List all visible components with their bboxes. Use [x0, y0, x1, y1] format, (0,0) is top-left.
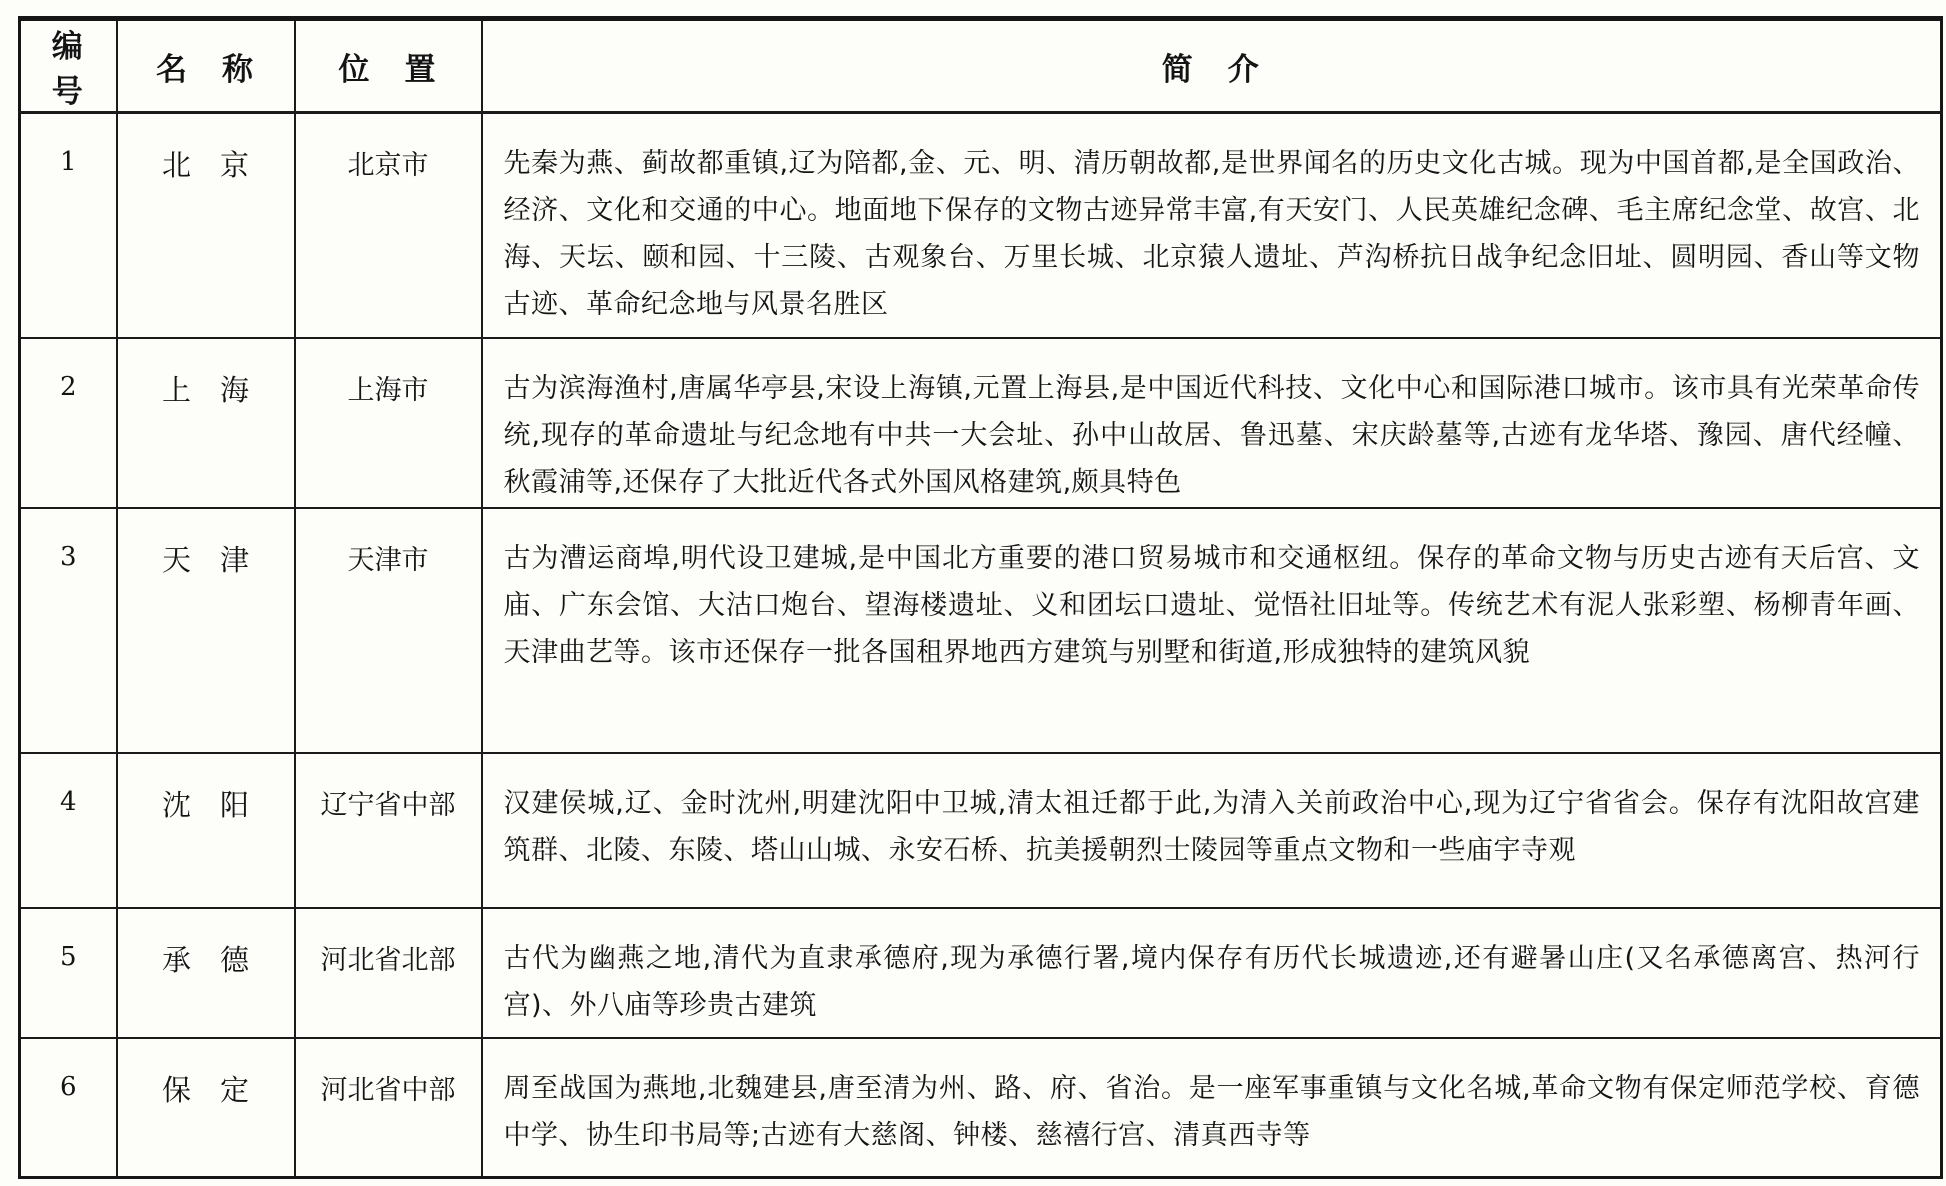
city-intro: 汉建侯城,辽、金时沈州,明建沈阳中卫城,清太祖迁都于此,为清入关前政治中心,现为辽宁省省会。保存有沈阳故宫建筑群、北陵、东陵、塔山山城、永安石桥、抗美援朝烈士陵园等重点文物和一些庙宇寺观: [482, 753, 1942, 908]
city-name: 上 海: [117, 338, 295, 508]
city-name: 天 津: [117, 508, 295, 753]
city-name: 沈 阳: [117, 753, 295, 908]
table-row: [20, 508, 1942, 753]
table-row: [20, 908, 1942, 1038]
historic-cities-table: [18, 16, 1943, 1179]
city-intro: 古为漕运商埠,明代设卫建城,是中国北方重要的港口贸易城市和交通枢纽。保存的革命文物与历史古迹有天后宫、文庙、广东会馆、大沽口炮台、望海楼遗址、义和团坛口遗址、觉悟社旧址等。传统艺术有泥人张彩塑、杨柳青年画、天津曲艺等。该市还保存一批各国租界地西方建筑与别墅和街道,形成独特的建筑风貌: [482, 508, 1942, 753]
col-header-intro: 简 介: [482, 19, 1942, 113]
row-number: 6: [20, 1038, 117, 1178]
table-row: [20, 753, 1942, 908]
row-number: 5: [20, 908, 117, 1038]
table-row: [20, 113, 1942, 338]
city-intro: 古代为幽燕之地,清代为直隶承德府,现为承德行署,境内保存有历代长城遗迹,还有避暑山庄(又名承德离宫、热河行宫)、外八庙等珍贵古建筑: [482, 908, 1942, 1038]
city-intro: 周至战国为燕地,北魏建县,唐至清为州、路、府、省治。是一座军事重镇与文化名城,革命文物有保定师范学校、育德中学、协生印书局等;古迹有大慈阁、钟楼、慈禧行宫、清真西寺等: [482, 1038, 1942, 1178]
row-number: 3: [20, 508, 117, 753]
row-number: 4: [20, 753, 117, 908]
header-row: [20, 19, 1942, 113]
city-intro: 古为滨海渔村,唐属华亭县,宋设上海镇,元置上海县,是中国近代科技、文化中心和国际港口城市。该市具有光荣革命传统,现存的革命遗址与纪念地有中共一大会址、孙中山故居、鲁迅墓、宋庆龄墓等,古迹有龙华塔、豫园、唐代经幢、秋霞浦等,还保存了大批近代各式外国风格建筑,颇具特色: [482, 338, 1942, 508]
col-header-number: 编 号: [20, 19, 117, 113]
table-row: [20, 1038, 1942, 1178]
city-intro: 先秦为燕、蓟故都重镇,辽为陪都,金、元、明、清历朝故都,是世界闻名的历史文化古城。现为中国首都,是全国政治、经济、文化和交通的中心。地面地下保存的文物古迹异常丰富,有天安门、人民英雄纪念碑、毛主席纪念堂、故宫、北海、天坛、颐和园、十三陵、古观象台、万里长城、北京猿人遗址、芦沟桥抗日战争纪念旧址、圆明园、香山等文物古迹、革命纪念地与风景名胜区: [482, 113, 1942, 338]
row-number: 2: [20, 338, 117, 508]
city-location: 河北省北部: [295, 908, 482, 1038]
table-row: [20, 338, 1942, 508]
city-name: 承 德: [117, 908, 295, 1038]
city-location: 北京市: [295, 113, 482, 338]
city-name: 保 定: [117, 1038, 295, 1178]
city-location: 辽宁省中部: [295, 753, 482, 908]
city-location: 上海市: [295, 338, 482, 508]
col-header-location: 位 置: [295, 19, 482, 113]
city-location: 天津市: [295, 508, 482, 753]
city-location: 河北省中部: [295, 1038, 482, 1178]
city-name: 北 京: [117, 113, 295, 338]
row-number: 1: [20, 113, 117, 338]
col-header-name: 名 称: [117, 19, 295, 113]
